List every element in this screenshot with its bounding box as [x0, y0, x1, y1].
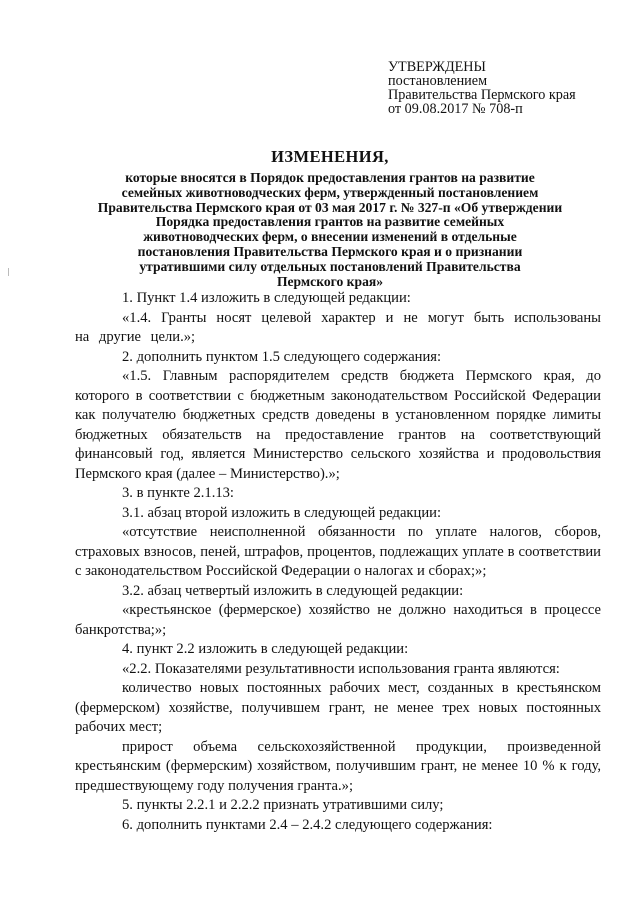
paragraph: «2.2. Показателями результативности использования гранта являются: [122, 660, 560, 677]
document-heading [60, 147, 600, 289]
paragraph: прирост объема сельскохозяйственной продукции, произведенной крестьянским (фермерским) хозяйством, получившим грант, не менее 10 % к году, предшествующему году получения гранта.»; [75, 738, 601, 794]
paragraph: 6. дополнить пунктами 2.4 – 2.4.2 следующего содержания: [122, 816, 493, 833]
subtitle-line: которые вносятся в Порядок предоставления грантов на развитие [125, 170, 535, 185]
subtitle-line: Правительства Пермского края от 03 мая 2017 г. № 327-п «Об утверждении [97, 199, 563, 215]
paragraph: 4. пункт 2.2 изложить в следующей редакции: [122, 641, 409, 657]
paragraph: «1.4. Гранты носят целевой характер и не могут быть использованы на другие цели.»; [75, 309, 601, 345]
subtitle-line: постановления Правительства Пермского края и о признании [137, 243, 523, 259]
margin-mark [8, 268, 9, 276]
subtitle-line: семейных животноводческих ферм, утвержденный постановлением [121, 184, 539, 200]
paragraph: 3.2. абзац четвертый изложить в следующей редакции: [122, 582, 464, 599]
approval-line-2: постановлением [388, 73, 488, 89]
document-subtitle [60, 171, 600, 289]
paragraph: 5. пункты 2.2.1 и 2.2.2 признать утратившими силу; [122, 797, 444, 813]
paragraph: 3.1. абзац второй изложить в следующей редакции: [122, 504, 442, 521]
paragraph: «1.5. Главным распорядителем средств бюджета Пермского края, до которого в соответствии с бюджетным законодательством Российской Федерации как получателю бюджетных средств доведены в установленном порядке лимиты бюджетных обязательств на предоставление грантов на соответствующий финансовый год, является Министерство сельского хозяйства и продовольствия Пермского края (далее – Министерство).»; [75, 368, 601, 482]
approval-line-3: Правительства Пермского края [388, 87, 576, 103]
paragraph: 3. в пункте 2.1.13: [122, 485, 234, 501]
approval-line-1: УТВЕРЖДЕНЫ [388, 59, 486, 75]
approval-line-4: от 09.08.2017 № 708-п [388, 101, 523, 117]
paragraph: количество новых постоянных рабочих мест, созданных в крестьянском (фермерском) хозяйстве, получившем грант, не менее трех новых постоянных рабочих мест; [75, 680, 601, 735]
document-title: ИЗМЕНЕНИЯ, [271, 147, 389, 166]
paragraph: «крестьянское (фермерское) хозяйство не должно находиться в процессе банкротства;»; [75, 602, 601, 638]
subtitle-line: Пермского края» [276, 273, 384, 289]
approval-stamp [388, 60, 618, 116]
subtitle-line: Порядка предоставления грантов на развитие семейных [155, 214, 505, 230]
paragraph: «отсутствие неисполненной обязанности по уплате налогов, сборов, страховых взносов, пеней, штрафов, процентов, подлежащих уплате в соответствии с законодательством Российской Федерации о налогах и сборах;»; [75, 524, 601, 579]
subtitle-line: животноводческих ферм, о внесении изменений в отдельные [143, 229, 517, 245]
subtitle-line: утратившими силу отдельных постановлений Правительства [139, 258, 521, 274]
document-body [75, 289, 601, 835]
paragraph: 1. Пункт 1.4 изложить в следующей редакции: [122, 290, 411, 306]
paragraph: 2. дополнить пунктом 1.5 следующего содержания: [122, 348, 442, 365]
